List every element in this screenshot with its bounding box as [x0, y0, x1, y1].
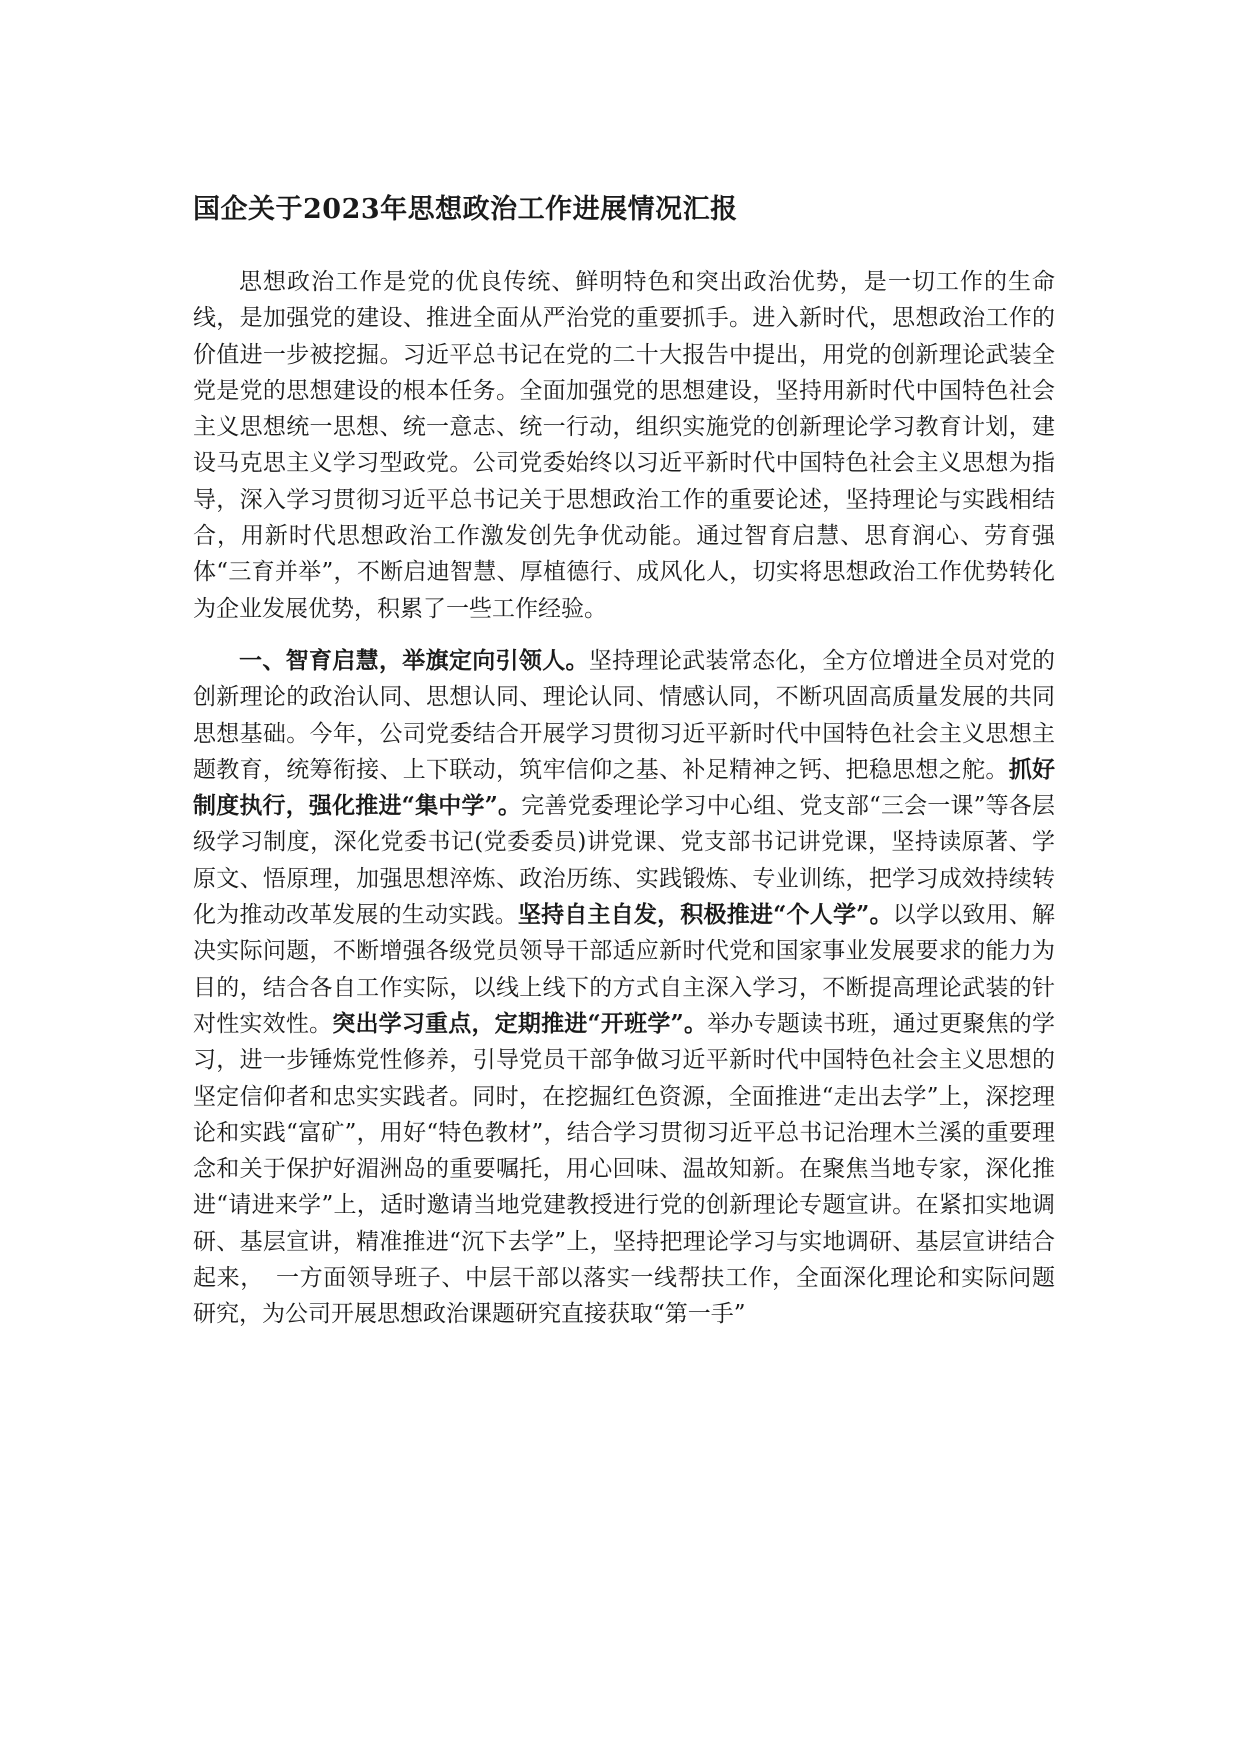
subsection-heading-class-study: 突出学习重点，定期推进“开班学”。 — [332, 1009, 708, 1037]
subsection-text-class-study: 举办专题读书班，通过更聚焦的学习，进一步锤炼党性修养，引导党员干部争做习近平新时代中国特色社会主义思想的坚定信仰者和忠实实践者。同时，在挖掘红色资源，全面推进“走出去学”上，深挖理论和实践“富矿”，用好“特色教材”，结合学习贯彻习近平总书记治理木兰溪的重要理念和关于保护好湄洲岛的重要嘱托，用心回味、温故知新。在聚焦当地专家，深化推进“请进来学”上，适时邀请当地党建教授进行党的创新理论专题宣讲。在紧扣实地调研、基层宣讲，精准推进“沉下去学”上，坚持把理论学习与实地调研、基层宣讲结合起来， 一方面领导班子、中层干部以落实一线帮扶工作，全面深化理论和实际问题研究，为公司开展思想政治课题研究直接获取“第一手” — [193, 1010, 1056, 1328]
document-body — [193, 186, 1055, 1333]
subsection-heading-individual-study: 坚持自主自发，积极推进“个人学”。 — [517, 901, 893, 929]
section-1-heading: 一、智育启慧，举旗定向引领人。 — [239, 646, 589, 674]
intro-paragraph: 思想政治工作是党的优良传统、鲜明特色和突出政治优势，是一切工作的生命线，是加强党的建设、推进全面从严治党的重要抓手。进入新时代，思想政治工作的价值进一步被挖掘。习近平总书记在党的二十大报告中提出，用党的创新理论武装全党是党的思想建设的根本任务。全面加强党的思想建设，坚持用新时代中国特色社会主义思想统一思想、统一意志、统一行动，组织实施党的创新理论学习教育计划，建设马克思主义学习型政党。公司党委始终以习近平新时代中国特色社会主义思想为指导，深入学习贯彻习近平总书记关于思想政治工作的重要论述，坚持理论与实践相结合，用新时代思想政治工作激发创先争优动能。通过智育启慧、思育润心、劳育强体“三育并举”，不断启迪智慧、厚植德行、成风化人，切实将思想政治工作优势转化为企业发展优势，积累了一些工作经验。 — [193, 269, 1055, 622]
section-1-paragraph — [193, 643, 1055, 1333]
section-1-text: 坚持理论武装常态化，全方位增进全员对党的创新理论的政治认同、思想认同、理论认同、情感认同，不断巩固高质量发展的共同思想基础。今年，公司党委结合开展学习贯彻习近平新时代中国特色社会主义思想主题教育，统筹衔接、上下联动，筑牢信仰之基、补足精神之钙、把稳思想之舵。 — [193, 647, 1056, 783]
subsection-text-centralized-study: 完善党委理论学习中心组、党支部“三会一课”等各层级学习制度，深化党委书记(党委委员)讲党课、党支部书记讲党课，坚持读原著、学原文、悟原理，加强思想淬炼、政治历练、实践锻炼、专业训练，把学习成效持续转化为推动改革发展的生动实践。 — [193, 793, 1055, 929]
document-title: 国企关于2023年思想政治工作进展情况汇报 — [193, 194, 738, 225]
subsection-heading-centralized-study: 抓好制度执行，强化推进“集中学”。 — [193, 755, 1056, 820]
subsection-text-individual-study: 以学以致用、解决实际问题，不断增强各级党员领导干部适应新时代党和国家事业发展要求的能力为目的，结合各自工作实际，以线上线下的方式自主深入学习，不断提高理论武装的针对性实效性。 — [193, 902, 1056, 1037]
